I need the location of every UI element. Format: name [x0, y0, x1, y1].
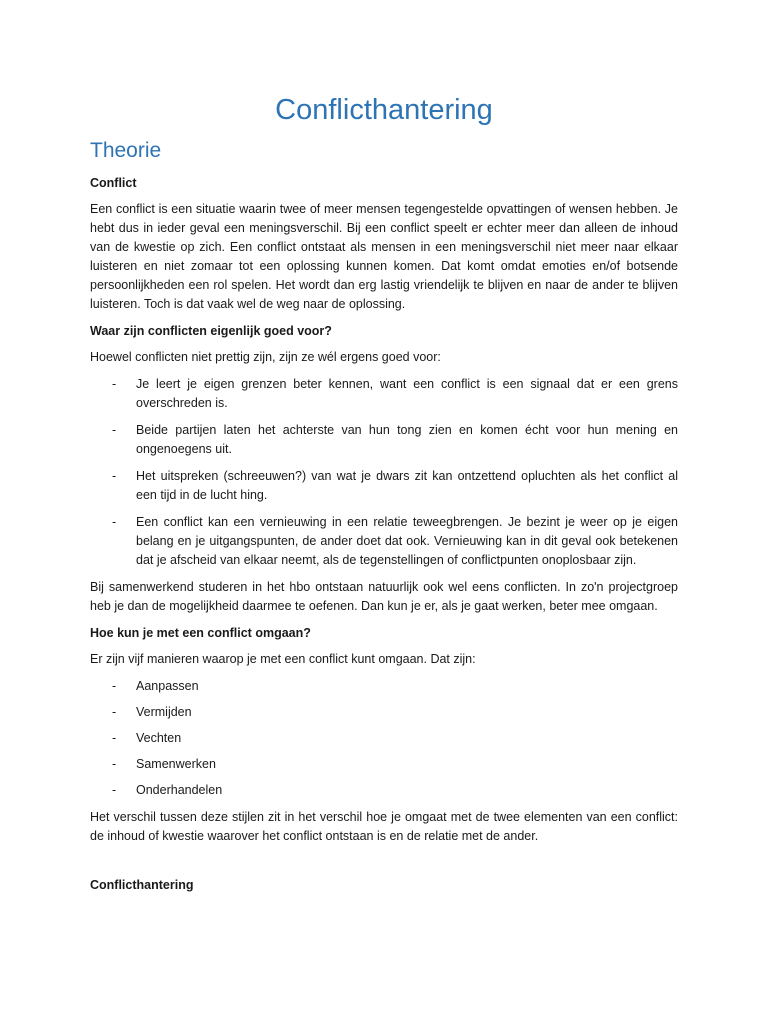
subheading-good: Waar zijn conflicten eigenlijk goed voor?: [90, 324, 332, 338]
paragraph-handle-intro: Er zijn vijf manieren waarop je met een conflict kunt omgaan. Dat zijn:: [90, 652, 476, 666]
list-item: [90, 703, 678, 722]
subheading-conflicthantering: Conflicthantering: [90, 878, 194, 892]
paragraph-conflict: Een conflict is een situatie waarin twee of meer mensen tegengestelde opvattingen of wensen hebben. Je hebt dus in ieder geval een meningsverschil. Bij een conflict speelt er echter meer dan alleen de inhoud van de kwestie op zich. Een conflict ontstaat als mensen in een meningsverschil niet meer naar elkaar luisteren en niet zomaar tot een oplossing kunnen komen. Dat komt omdat emoties en/of botsende persoonlijkheden een rol spelen. Het wordt dan erg lastig vriendelijk te blijven en naar de ander te blijven luisteren. Toch is dat vaak wel de weg naar de oplossing.: [90, 202, 678, 311]
bullet-dash: -: [112, 515, 117, 529]
list-item: [90, 467, 678, 505]
bullet-dash: -: [112, 783, 117, 797]
paragraph-handle-outro: Het verschil tussen deze stijlen zit in het verschil hoe je omgaat met de twee elementen van een conflict: de inhoud of kwestie waarover het conflict ontstaan is en de relatie met de ander.: [90, 810, 678, 843]
list-item-text: Het uitspreken (schreeuwen?) van wat je dwars zit kan ontzettend opluchten als het conflict al een tijd in de lucht hing.: [136, 469, 678, 502]
list-item: [90, 729, 678, 748]
list-item-text: Je leert je eigen grenzen beter kennen, want een conflict is een signaal dat er een grens overschreden is.: [136, 377, 678, 410]
paragraph-good-outro: Bij samenwerkend studeren in het hbo ontstaan natuurlijk ook wel eens conflicten. In zo'n projectgroep heb je dan de mogelijkheid daarmee te oefenen. Dan kun je er, als je gaat werken, beter mee omgaan.: [90, 580, 678, 613]
list-item: [90, 421, 678, 459]
bullet-dash: -: [112, 705, 117, 719]
list-item-text: Onderhandelen: [136, 783, 223, 797]
list-item-text: Vermijden: [136, 705, 192, 719]
list-item-text: Aanpassen: [136, 679, 199, 693]
paragraph-good-intro: Hoewel conflicten niet prettig zijn, zijn ze wél ergens goed voor:: [90, 350, 441, 364]
list-item: [90, 755, 678, 774]
list-item-text: Beide partijen laten het achterste van hun tong zien en komen écht voor hun mening en ongenoegens uit.: [136, 423, 678, 456]
list-item: [90, 781, 678, 800]
list-item: [90, 677, 678, 696]
subheading-handle: Hoe kun je met een conflict omgaan?: [90, 626, 311, 640]
section-heading: Theorie: [90, 139, 162, 162]
list-benefits: [90, 375, 678, 570]
subheading-conflict: Conflict: [90, 176, 137, 190]
bullet-dash: -: [112, 469, 117, 483]
list-item: [90, 513, 678, 570]
bullet-dash: -: [112, 731, 117, 745]
list-item-text: Samenwerken: [136, 757, 216, 771]
bullet-dash: -: [112, 757, 117, 771]
list-item-text: Vechten: [136, 731, 182, 745]
list-styles: [90, 677, 678, 800]
bullet-dash: -: [112, 377, 117, 391]
list-item-text: Een conflict kan een vernieuwing in een relatie teweegbrengen. Je bezint je weer op je eigen belang en je uitgangspunten, de ander doet dat ook. Vernieuwing kan in dit geval ook betekenen dat je afscheid van elkaar neemt, als de tegenstellingen of conflictpunten onoplosbaar zijn.: [136, 515, 678, 567]
bullet-dash: -: [112, 423, 117, 437]
list-item: [90, 375, 678, 413]
page-title: Conflicthantering: [275, 94, 493, 126]
bullet-dash: -: [112, 679, 117, 693]
